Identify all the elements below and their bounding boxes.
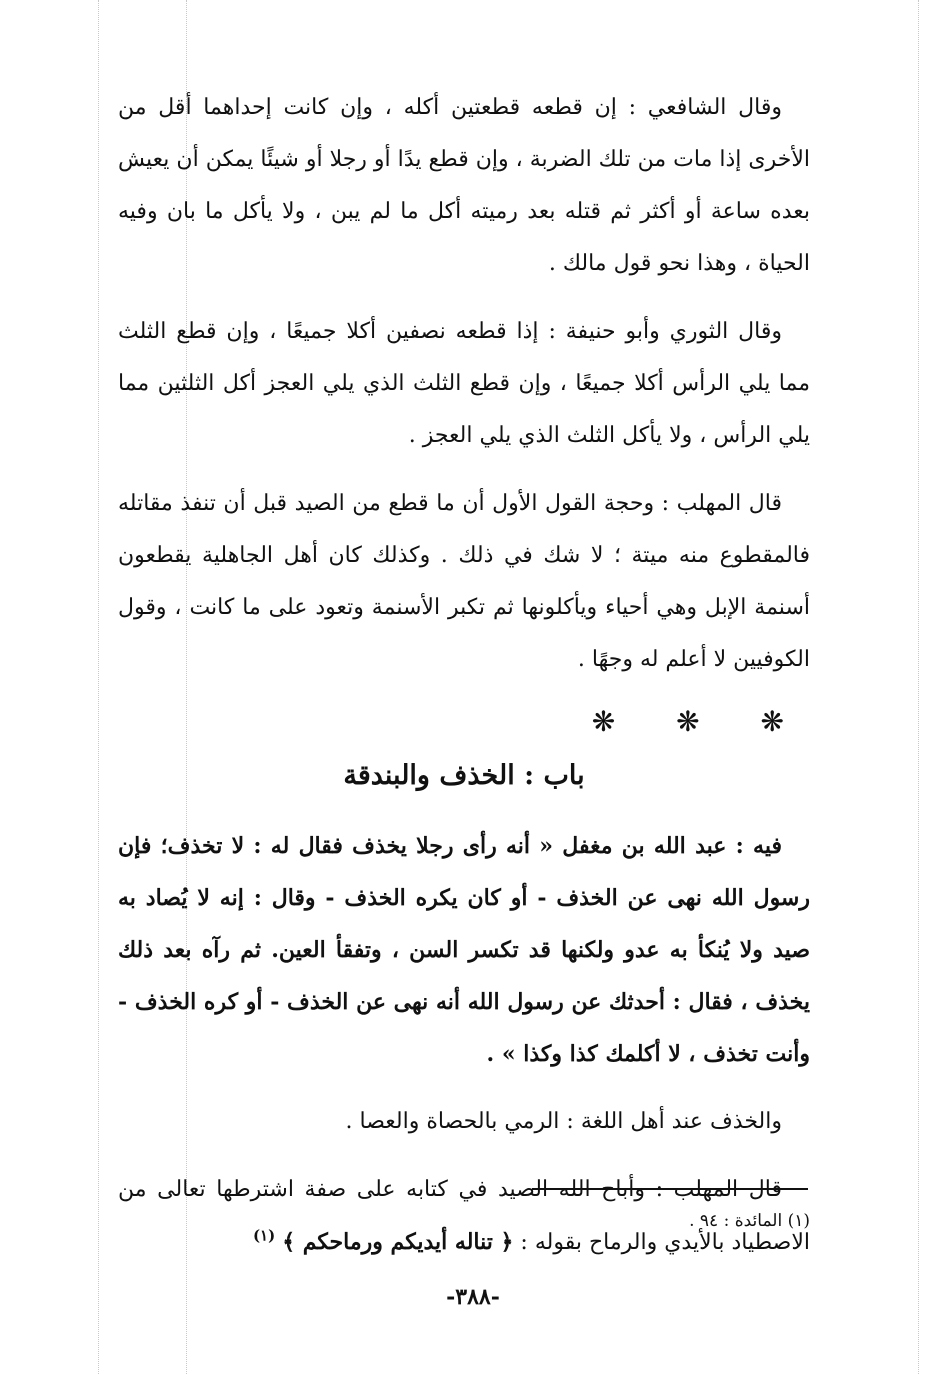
- asterism-ornament: ❋: [760, 705, 784, 738]
- paragraph-muhallab: قال المهلب : وحجة القول الأول أن ما قطع من الصيد قبل أن تنفذ مقاتله فالمقطوع منه ميتة ؛ لا شك في ذلك . وكذلك كان أهل الجاهلية يقطعون أسنمة الإبل وهي أحياء ويأكلونها ثم تكبر الأسنمة وتعود على ما كانت ، وقول الكوفيين لا أعلم له وجهًا .: [118, 491, 810, 672]
- paragraph-thawri: وقال الثوري وأبو حنيفة : إذا قطعه نصفين أكلا جميعًا ، وإن قطع الثلث مما يلي الرأس أكلا جميعًا ، وإن قطع الثلث الذي يلي العجز أكل الثلثين مما يلي الرأس ، ولا يأكل الثلث الذي يلي العجز .: [118, 319, 810, 448]
- footnote-divider: [532, 1188, 808, 1190]
- quran-quote: ﴿ تناله أيديكم ورماحكم ﴾: [282, 1229, 514, 1255]
- section-separator: [118, 702, 810, 742]
- definition-paragraph: والخذف عند أهل اللغة : الرمي بالحصاة والعصا .: [345, 1109, 782, 1134]
- page-number: -٣٨٨-: [446, 1284, 500, 1310]
- paragraph-text: قال المهلب : وأباح الله الصيد في كتابه على صفة اشترطها تعالى من الاصطياد بالأيدي والرماح بقوله :: [118, 1177, 810, 1255]
- footnote: (١) المائدة : ٩٤ .: [689, 1211, 810, 1231]
- scan-guide-line: [98, 0, 99, 1374]
- scan-guide-line: [918, 0, 919, 1374]
- asterism-ornament: ❋: [676, 705, 700, 738]
- hadith-text: فيه : عبد الله بن مغفل « أنه رأى رجلا يخذف فقال له : لا تخذف؛ فإن رسول الله نهى عن الخذف - أو كان يكره الخذف - وقال : إنه لا يُصاد به صيد ولا يُنكأ به عدو ولكنها قد تكسر السن ، وتفقأ العين. ثم رآه بعد ذلك يخذف ، فقال : أحدثك عن رسول الله أنه نهى عن الخذف - أو كره الخذف - وأنت تخذف ، لا أكلمك كذا وكذا » .: [118, 833, 810, 1067]
- footnote-reference: (١): [252, 1226, 276, 1245]
- chapter-heading: باب : الخذف والبندقة: [343, 760, 585, 791]
- main-text: [118, 82, 810, 1285]
- paragraph-shafii: وقال الشافعي : إن قطعه قطعتين أكله ، وإن كانت إحداهما أقل من الأخرى إذا مات من تلك الضربة ، وإن قطع يدًا أو رجلا أو شيئًا يمكن أن يعيش بعده ساعة أو أكثر ثم قتله بعد رميته أكل ما لم يبن ، ولا يأكل ما بان وفيه الحياة ، وهذا نحو قول مالك .: [118, 95, 810, 276]
- asterism-ornament: ❋: [591, 705, 616, 738]
